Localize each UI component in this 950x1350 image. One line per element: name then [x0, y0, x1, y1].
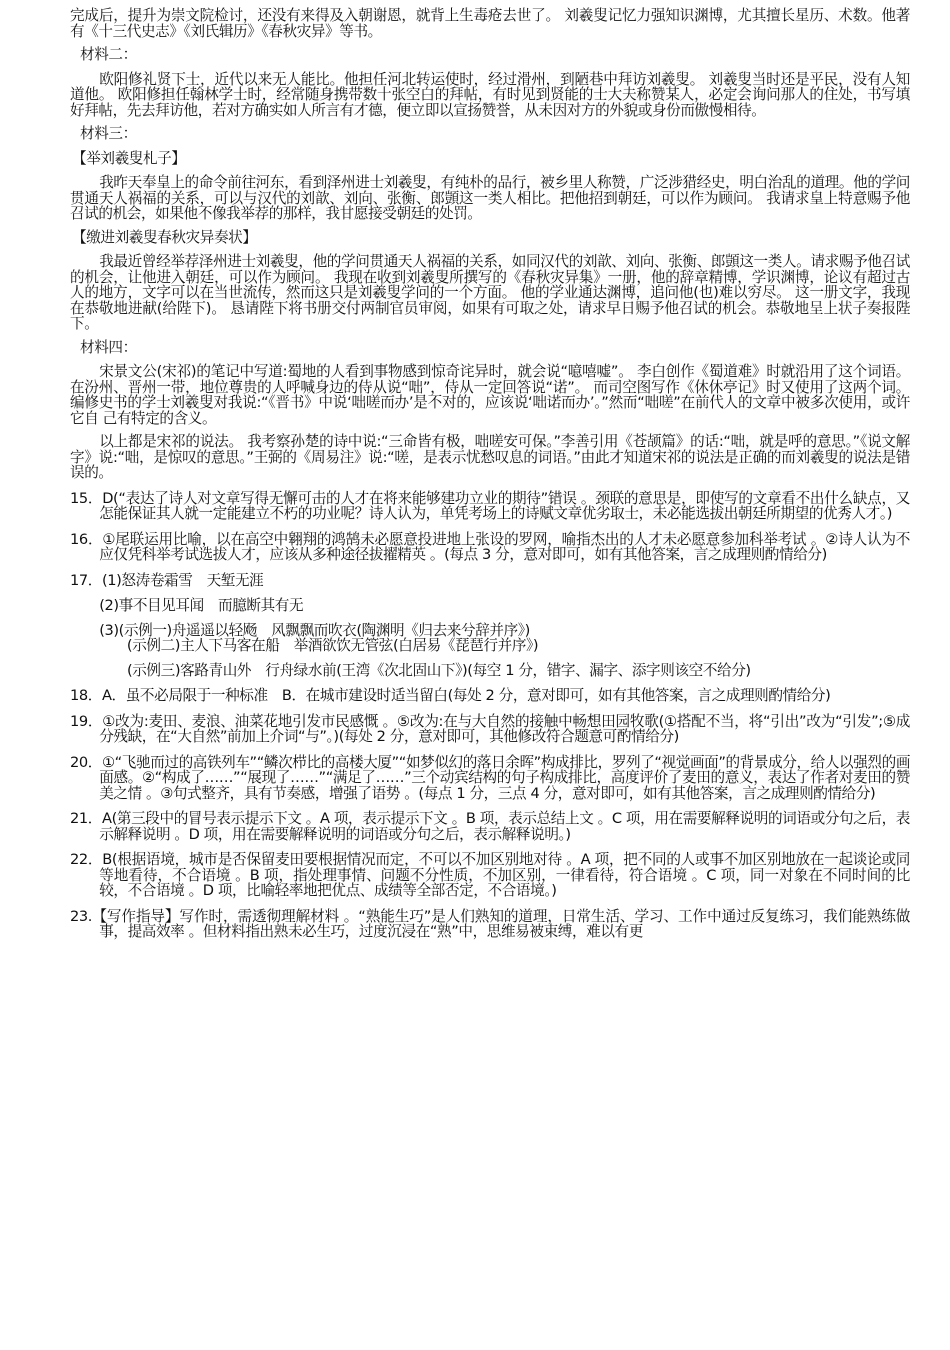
- answer-17-3-example-3: (示例三)客路青山外 行舟绿水前(王湾《次北固山下》)(每空 1 分，错字、漏字、添字则该空不给分): [126, 661, 751, 679]
- answer-17-3-example-1: (3)(示例一)舟遥遥以轻飏 风飘飘而吹衣(陶渊明《归去来兮辞并序》): [99, 621, 530, 639]
- answer-21: 21．A(第三段中的冒号表示提示下文 。A 项，表示提示下文 。B 项，表示总结上文 。C 项，用在需要解释说明的词语或分句之后，表示解释说明 。D 项，用在需要解释说明的词语或分句之后，表示解释说明。): [70, 810, 910, 843]
- answer-15: 15．D(“表达了诗人对文章写得无懈可击的人才在将来能够建功立业的期待”错误 。颈联的意思是，即使写的文章看不出什么缺点，又怎能保证其人就一定能建立不朽的功业呢？诗人认为，单凭考场上的诗赋文章优劣取士，未必能选拔出朝廷所期望的优秀人才。): [70, 489, 910, 522]
- paragraph-material-1-end: 完成后，提升为崇文院检讨，还没有来得及入朝谢恩，就背上生毒疮去世了。 刘羲叟记忆力强知识渊博，尤其擅长星历、术数。他著有《十三代史志》《刘氏辑历》《春秋灾异》等书。: [70, 7, 910, 40]
- material-3-label: 材料三：: [80, 125, 137, 142]
- answer-17-2: (2)事不目见耳闻 而臆断其有无: [99, 597, 304, 614]
- answer-17-3-example-2: (示例二)主人下马客在船 举酒欲饮无管弦(白居易《琵琶行并序》): [126, 637, 539, 654]
- answer-20: 20．①“飞驰而过的高铁列车”“鳞次栉比的高楼大厦”“如梦似幻的落日余晖”构成排比，罗列了“视觉画面”的背景成分，给人以强烈的画面感。②“构成了……”“展现了……”“满足了……”三个动宾结构的句子构成排比，高度评价了麦田的意义，表达了作者对麦田的赞美之情 。③句式整齐，具有节奏感，增强了语势 。(每点 1 分，三点 4 分，意对即可，如有其他答案，言之成理则酌情给分): [70, 753, 911, 802]
- paragraph-material-2: 欧阳修礼贤下士，近代以来无人能比。他担任河北转运使时，经过滑州，到陋巷中拜访刘羲叟。 刘羲叟当时还是平民，没有人知道他。 欧阳修担任翰林学士时，经常随身携带数十张空白的拜帖，有时见到贤能的士大夫称赞某人，必定会询问那人的住处，书写填好拜帖，先去拜访他，若对方确实如人所言有才德，便立即以宣扬赞誉，从未因对方的外貌或身份而傲慢相待。: [70, 70, 910, 119]
- material-4-label: 材料四：: [80, 338, 137, 356]
- answer-17-1: 17．(1)怒涛卷霜雪 天堑无涯: [70, 571, 264, 589]
- heading-ju-liu-xisou: 【举刘羲叟札子】: [72, 149, 186, 167]
- paragraph-material-3b: 我最近曾经举荐泽州进士刘羲叟，他的学问贯通天人祸福的关系，如同汉代的刘歆、刘向、张衡、郎顗这一类人。请求赐予他召试的机会，让他进入朝廷，可以作为顾问。 我现在收到刘羲叟所撰写的《春秋灾异集》一册，他的辞章精博，学识渊博，论议有超过古人的地方，文字可以在当世流传，然而这只是刘羲叟学问的一个方面。 他的学业通达渊博，追问他(也)难以穷尽。 这一册文字，我现在恭敬地进献(给陛下)。 恳请陛下将书册交付两制官员审阅，如果有可取之处，请求早日赐予他召试的机会。恭敬地呈上状子奏报陛下。: [70, 253, 910, 332]
- material-2-label: 材料二：: [80, 46, 137, 63]
- paragraph-material-4b: 以上都是宋祁的说法。 我考察孙楚的诗中说:“三命皆有极，咄嗟安可保。”李善引用《苍颉篇》的话:“咄，就是呼的意思。”《说文解字》说:“咄，是惊叹的意思。”王弼的《周易注》说:“嗟，是表示忧愁叹息的词语。”由此才知道宋祁的说法是正确的而刘羲叟的说法是错误的。: [70, 433, 910, 481]
- answer-23: 23.【写作指导】写作时，需透彻理解材料 。“熟能生巧”是人们熟知的道理，日常生活、学习、工作中通过反复练习，我们能熟练做事，提高效率 。但材料指出熟未必生巧，过度沉浸在“熟”中，思维易被束缚，难以有更: [70, 907, 910, 940]
- answer-19: 19．①改为:麦田、麦浪、油菜花地引发市民感慨 。⑤改为:在与大自然的接触中畅想田园牧歌(①搭配不当，将“引出”改为“引发”;⑤成分残缺，在“大自然”前加上介词“与”。)(每处 2 分，意对即可，其他修改符合题意可酌情给分): [70, 712, 910, 745]
- paragraph-material-4a: 宋景文公(宋祁)的笔记中写道:蜀地的人看到事物感到惊奇诧异时，就会说“噫嘻嘘”。 李白创作《蜀道难》时就沿用了这个词语。在汾州、晋州一带，地位尊贵的人呼喊身边的侍从说“咄”，侍从一定回答说“诺”。 而司空图写作《休休亭记》时又使用了这两个词。 编修史书的学士刘羲叟对我说:“《晋书》中说‘咄嗟而办’是不对的，应该说‘咄诺而办’。”然而“咄嗟”在前代人的文章中被多次使用，或许它自 己有特定的含义。: [70, 363, 910, 427]
- answer-22: 22．B(根据语境，城市是否保留麦田要根据情况而定，不可以不加区别地对待 。A 项，把不同的人或事不加区别地放在一起谈论或同等地看待，不合语境 。B 项，指处理事情、问题不分性质，不加区别，一律看待，符合语境 。C 项，同一对象在不同时间的比较，不合语境 。D 项，比喻轻率地把优点、成绩等全部否定，不合语境。): [70, 851, 910, 899]
- heading-jiao-jin-zou-zhuang: 【缴进刘羲叟春秋灾异奏状】: [72, 228, 257, 246]
- answer-16: 16．①尾联运用比喻，以在高空中翱翔的鸿鹄未必愿意投进地上张设的罗网，喻指杰出的人才未必愿意参加科举考试 。②诗人认为不应仅凭科举考试选拔人才，应该从多种途径拔擢精英 。(每点 3 分，意对即可，如有其他答案，言之成理则酌情给分): [70, 530, 910, 563]
- answer-18: 18．A．虽不必局限于一种标准 B．在城市建设时适当留白(每处 2 分，意对即可，如有其他答案，言之成理则酌情给分): [70, 687, 831, 704]
- paragraph-material-3a: 我昨天奉皇上的命令前往河东，看到泽州进士刘羲叟，有纯朴的品行，被乡里人称赞，广泛涉猎经史，明白治乱的道理。他的学问贯通天人祸福的关系，可以与汉代的刘歆、刘向、张衡、郎顗这一类人相比。把他招到朝廷，可以作为顾问。 我请求皇上特意赐予他召试的机会，如果他不像我举荐的那样，我甘愿接受朝廷的处罚。: [70, 174, 910, 222]
- answer-17-3: [70, 623, 910, 654]
